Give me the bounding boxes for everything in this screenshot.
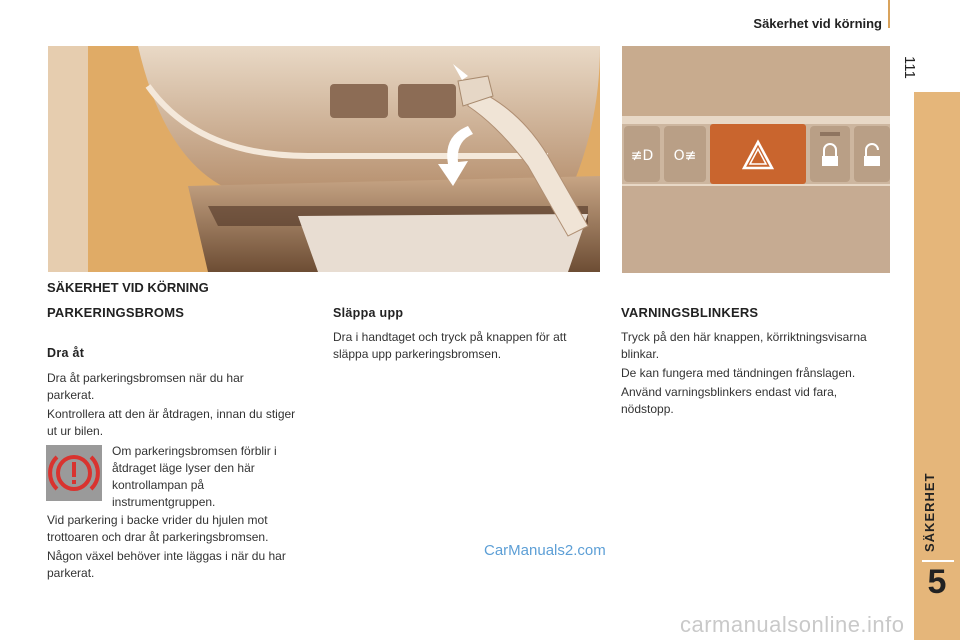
apply-text-1: Dra åt parkeringsbromsen när du har parkerat. [47, 371, 244, 402]
chapter-number: 5 [927, 563, 947, 601]
section-title: Säkerhet vid körning [753, 16, 882, 31]
parking-brake-illustration [48, 46, 600, 272]
apply-text-3: Vid parkering i backe vrider du hjulen mot trottoaren och drar åt parkeringsbromsen. [47, 513, 269, 544]
svg-text:≢D: ≢D [630, 148, 654, 164]
release-text: Dra i handtaget och tryck på knappen för att släppa upp parkeringsbromsen. [333, 330, 567, 361]
chapter-sidebar [914, 92, 960, 640]
watermark-carmanuals2: CarManuals2.com [484, 542, 606, 559]
parking-brake-heading: PARKERINGSBROMS [47, 305, 185, 320]
release-heading: Släppa upp [333, 306, 404, 320]
apply-text-4: Någon växel behöver inte läggas i när du har parkerat. [47, 549, 286, 580]
brake-warning-icon [46, 445, 102, 501]
chapter-rule [922, 560, 954, 562]
hazard-text-2: De kan fungera med tändningen frånslagen. [621, 366, 856, 380]
watermark-carmanualsonline: carmanualsonline.info [680, 612, 905, 637]
hazard-text-3: Använd varningsblinkers endast vid fara, nödstopp. [621, 385, 838, 416]
apply-heading: Dra åt [47, 346, 85, 360]
header-divider [888, 0, 890, 28]
hazard-heading: VARNINGSBLINKERS [621, 305, 759, 320]
hazard-button-illustration [622, 46, 890, 273]
svg-text:O≢: O≢ [673, 148, 697, 164]
apply-text-2: Kontrollera att den är åtdragen, innan du stiger ut ur bilen. [47, 407, 296, 438]
chapter-label: SÄKERHET [922, 472, 937, 552]
page-number: 111 [901, 56, 918, 79]
warning-lamp-text: Om parkeringsbromsen förblir i åtdraget läge lyser den här kontrollampan på instrumentgruppen. [112, 444, 277, 509]
main-heading: SÄKERHET VID KÖRNING [47, 280, 209, 295]
hazard-text-1: Tryck på den här knappen, körriktningsvisarna blinkar. [621, 330, 867, 361]
brake-warning-lamp [46, 445, 102, 501]
